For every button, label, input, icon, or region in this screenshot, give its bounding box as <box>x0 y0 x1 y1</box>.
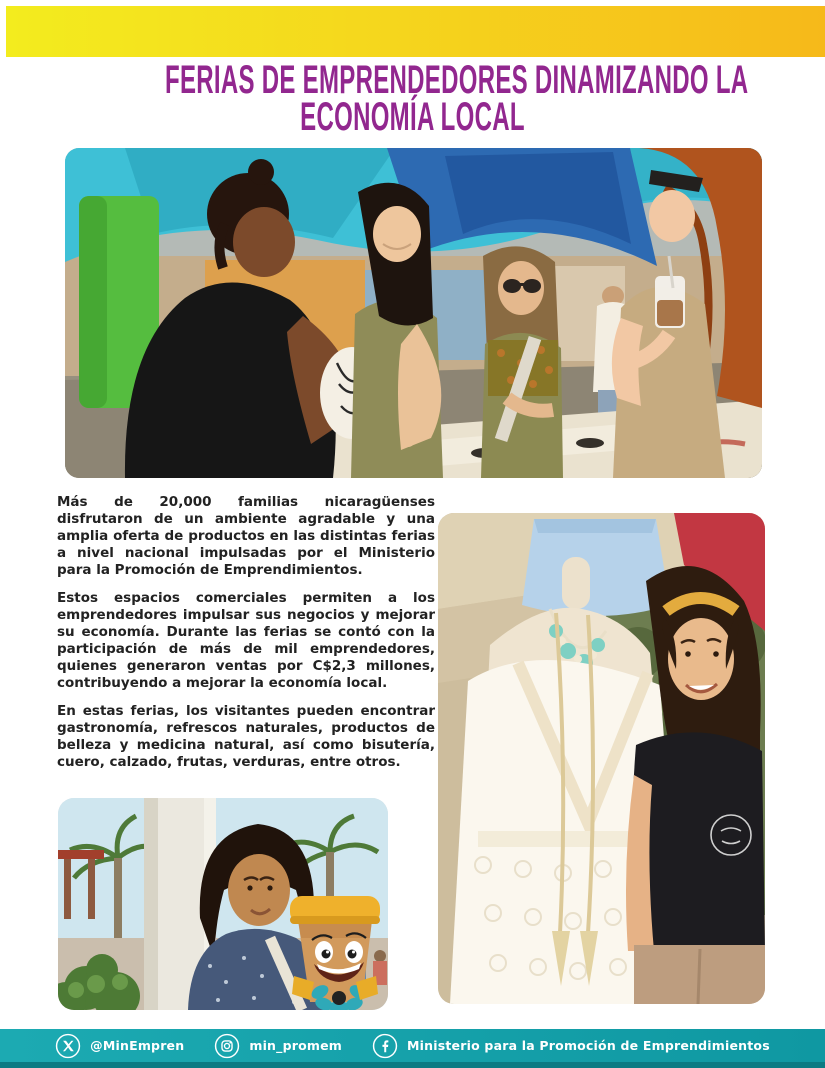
mannequin-dress-photo <box>438 513 765 1004</box>
main-fair-photo-illustration <box>65 148 762 478</box>
mannequin-photo-illustration <box>438 513 765 1004</box>
artisan-flowerpot-photo <box>58 798 388 1010</box>
social-x-handle[interactable] <box>55 1033 184 1059</box>
article-paragraph-3: En estas ferias, los visitantes pueden encontrar gastronomía, refrescos naturales, productos de belleza y medicina natural, así como bisutería, cuero, calzado, frutas, verduras, entre otros. <box>57 703 435 770</box>
social-facebook-label: Ministerio para la Promoción de Emprendimientos <box>407 1038 770 1053</box>
article-paragraph-2: Estos espacios comerciales permiten a los emprendedores impulsar sus negocios y mejorar su economía. Durante las ferias se contó con la participación de más de mil emprendedores, quienes generaron ventas por C$2,3 millones, contribuyendo a mejorar la economía local. <box>57 590 435 691</box>
footer-bar <box>0 1029 825 1062</box>
page-title <box>0 58 825 139</box>
social-instagram-handle[interactable] <box>214 1033 342 1059</box>
article-paragraph-1: Más de 20,000 familias nicaragüenses disfrutaron de un ambiente agradable y una amplia oferta de productos en las distintas ferias a nivel nacional impulsadas por el Ministerio para la Promoción de Emprendimientos. <box>57 494 435 578</box>
facebook-icon <box>372 1033 398 1059</box>
footer-dark-strip <box>0 1062 825 1068</box>
page-title-line1: FERIAS DE EMPRENDEDORES DINAMIZANDO LA <box>164 58 749 102</box>
instagram-icon <box>214 1033 240 1059</box>
main-fair-photo <box>65 148 762 478</box>
social-facebook-handle[interactable] <box>372 1033 770 1059</box>
social-instagram-label: min_promem <box>249 1038 343 1053</box>
page-title-line2: ECONOMÍA LOCAL <box>300 95 525 139</box>
x-twitter-icon <box>55 1033 81 1059</box>
social-x-label: @MinEmpren <box>90 1038 185 1053</box>
top-gradient-bar <box>6 6 825 57</box>
article-text <box>57 494 435 782</box>
artisan-photo-illustration <box>58 798 388 1010</box>
